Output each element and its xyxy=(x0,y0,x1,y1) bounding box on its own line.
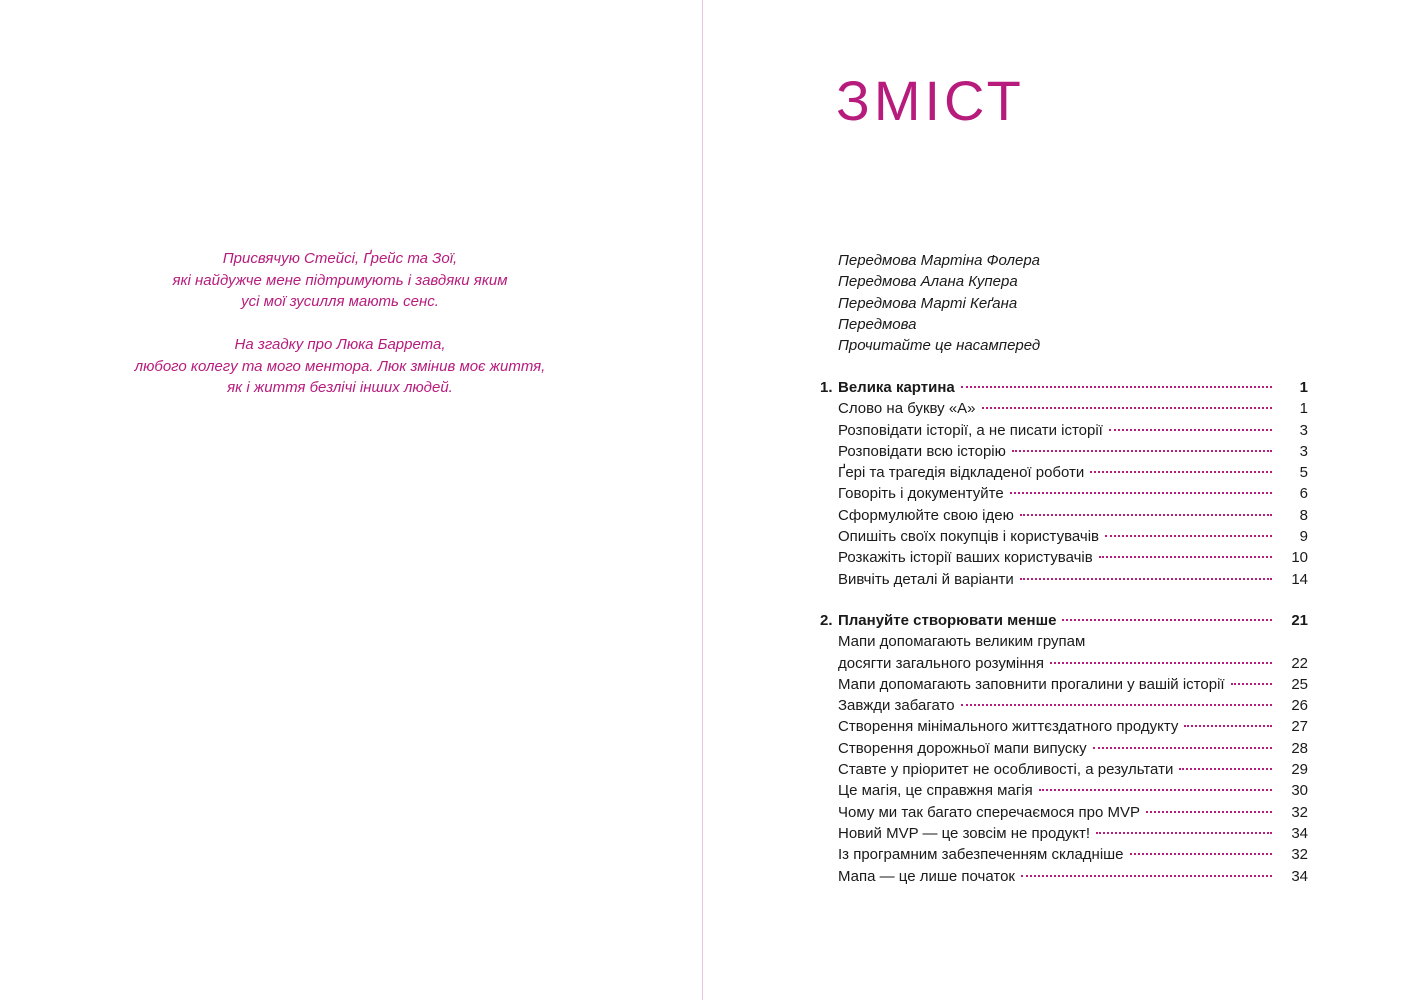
toc-foreword-item[interactable]: Передмова Мартіна Фолера xyxy=(838,252,1041,269)
dot-leader xyxy=(1130,852,1272,855)
toc-foreword-item[interactable]: Прочитайте це насамперед xyxy=(838,337,1041,355)
entry-title: Новий MVP — це зовсім не продукт! xyxy=(838,824,1091,842)
toc-entry[interactable] xyxy=(820,420,1308,441)
dot-leader xyxy=(1039,788,1272,791)
entry-title: Мапи допомагають заповнити прогалини у вашій історії xyxy=(838,675,1225,693)
toc-entry[interactable] xyxy=(820,631,1308,652)
entry-title: Сформулюйте свою ідею xyxy=(838,506,1014,524)
toc-entry[interactable] xyxy=(820,695,1308,716)
dot-leader xyxy=(1184,724,1272,727)
page-number: 14 xyxy=(1291,570,1308,588)
dot-leader xyxy=(1105,534,1272,537)
dot-leader xyxy=(1090,470,1272,473)
dedication-line: усі мої зусилля мають сенс. xyxy=(241,293,439,310)
page-number: 9 xyxy=(1299,528,1308,546)
toc-entry[interactable] xyxy=(820,483,1308,504)
toc-chapter-heading[interactable] xyxy=(820,377,1308,398)
dedication-paragraph-1 xyxy=(90,248,590,313)
dot-leader xyxy=(982,406,1272,409)
toc-entry[interactable] xyxy=(820,462,1308,483)
toc-entry[interactable] xyxy=(820,716,1308,737)
toc-entry[interactable] xyxy=(820,866,1308,887)
dot-leader xyxy=(1021,874,1272,877)
page-number: 22 xyxy=(1291,654,1308,672)
toc-entry[interactable] xyxy=(820,844,1308,865)
entry-title: Створення дорожньої мапи випуску xyxy=(838,739,1087,757)
page-number: 6 xyxy=(1299,485,1308,503)
entry-title: Ґері та трагедія відкладеної роботи xyxy=(838,464,1085,482)
entry-title: Говоріть і документуйте xyxy=(838,485,1004,503)
dot-leader xyxy=(1012,449,1272,452)
toc-entry[interactable] xyxy=(820,569,1308,590)
dedication-line: як і життя безлічі інших людей. xyxy=(227,379,453,396)
page-number: 32 xyxy=(1291,803,1308,821)
dot-leader xyxy=(961,703,1272,706)
page-number: 1 xyxy=(1299,400,1308,418)
dot-leader xyxy=(1096,831,1272,834)
chapter-title: Плануйте створювати менше xyxy=(838,612,1057,629)
chapter-number: 2. xyxy=(820,612,833,629)
page-number: 3 xyxy=(1299,421,1308,439)
toc-entry[interactable] xyxy=(820,823,1308,844)
entry-title: Вивчіть деталі й варіанти xyxy=(838,570,1014,588)
toc-entry[interactable] xyxy=(820,441,1308,462)
dot-leader xyxy=(1010,491,1272,494)
entry-title: досягти загального розуміння xyxy=(838,654,1045,672)
page-number: 26 xyxy=(1291,697,1308,715)
dot-leader xyxy=(1146,810,1272,813)
dedication-paragraph-2 xyxy=(90,334,590,399)
toc-foreword-item[interactable]: Передмова Марті Кеґана xyxy=(838,294,1018,312)
toc-entry[interactable] xyxy=(820,780,1308,801)
entry-title: Розкажіть історії ваших користувачів xyxy=(838,549,1093,567)
toc-foreword-item[interactable]: Передмова Алана Купера xyxy=(838,273,1018,291)
dot-leader xyxy=(961,385,1272,388)
page-number: 1 xyxy=(1299,379,1308,396)
toc-chapter-1 xyxy=(820,377,1308,590)
entry-title: Розповідати історії, а не писати історії xyxy=(838,421,1103,439)
toc-title: ЗМІСТ xyxy=(836,69,1025,132)
entry-title: Мапи допомагають великим групам xyxy=(838,633,1086,651)
toc-entry[interactable] xyxy=(820,653,1308,674)
dot-leader xyxy=(1099,555,1272,558)
toc-foreword-item[interactable]: Передмова xyxy=(838,315,917,333)
dot-leader xyxy=(1109,428,1272,431)
dedication-line: які найдужче мене підтримують і завдяки яким xyxy=(172,271,508,289)
page-number: 8 xyxy=(1299,506,1308,524)
dot-leader xyxy=(1020,513,1272,516)
page-number: 34 xyxy=(1291,867,1308,885)
entry-title: Це магія, це справжня магія xyxy=(838,782,1033,800)
entry-title: Розповідати всю історію xyxy=(838,442,1006,460)
page-number: 10 xyxy=(1291,549,1308,567)
dedication-line: любого колегу та мого ментора. Люк змінив моє життя, xyxy=(134,357,546,375)
foreword-list xyxy=(838,250,1040,356)
page-number: 30 xyxy=(1291,782,1308,800)
page-number: 21 xyxy=(1291,612,1308,629)
dedication-line: На згадку про Люка Баррета, xyxy=(234,336,446,353)
dedication-line: Присвячую Стейсі, Ґрейс та Зої, xyxy=(222,250,458,267)
page-number: 34 xyxy=(1291,824,1308,842)
toc-entry[interactable] xyxy=(820,547,1308,568)
page-number: 32 xyxy=(1291,846,1308,864)
page-number: 27 xyxy=(1291,718,1308,736)
entry-title: Завжди забагато xyxy=(838,697,955,715)
toc-entry[interactable] xyxy=(820,526,1308,547)
chapter-number: 1. xyxy=(820,379,833,396)
entry-title: Із програмним забезпеченням складніше xyxy=(838,846,1124,864)
toc-entry[interactable] xyxy=(820,674,1308,695)
dot-leader xyxy=(1062,618,1272,621)
page-gutter xyxy=(702,0,703,1000)
dot-leader xyxy=(1231,682,1272,685)
toc-entry[interactable] xyxy=(820,738,1308,759)
entry-title: Слово на букву «А» xyxy=(838,400,976,418)
dot-leader xyxy=(1179,767,1272,770)
toc-entry[interactable] xyxy=(820,759,1308,780)
dot-leader xyxy=(1020,577,1272,580)
page-number: 29 xyxy=(1291,761,1308,779)
toc-chapter-2 xyxy=(820,610,1308,887)
toc-entry[interactable] xyxy=(820,398,1308,419)
entry-title: Ставте у пріоритет не особливості, а результати xyxy=(838,761,1174,779)
dedication xyxy=(90,248,590,420)
entry-title: Мапа — це лише початок xyxy=(838,867,1015,885)
dot-leader xyxy=(1050,661,1272,664)
entry-title: Створення мінімального життєздатного продукту xyxy=(838,718,1179,736)
entry-title: Опишіть своїх покупців і користувачів xyxy=(838,528,1100,546)
toc-entry[interactable] xyxy=(820,505,1308,526)
page-number: 28 xyxy=(1291,739,1308,757)
page-number: 3 xyxy=(1299,442,1308,460)
page-number: 5 xyxy=(1299,464,1308,482)
toc-chapter-heading[interactable] xyxy=(820,610,1308,631)
toc-entry[interactable] xyxy=(820,802,1308,823)
page-number: 25 xyxy=(1291,675,1308,693)
chapter-title: Велика картина xyxy=(838,379,955,396)
entry-title: Чому ми так багато сперечаємося про MVP xyxy=(838,803,1140,821)
dot-leader xyxy=(1093,746,1272,749)
